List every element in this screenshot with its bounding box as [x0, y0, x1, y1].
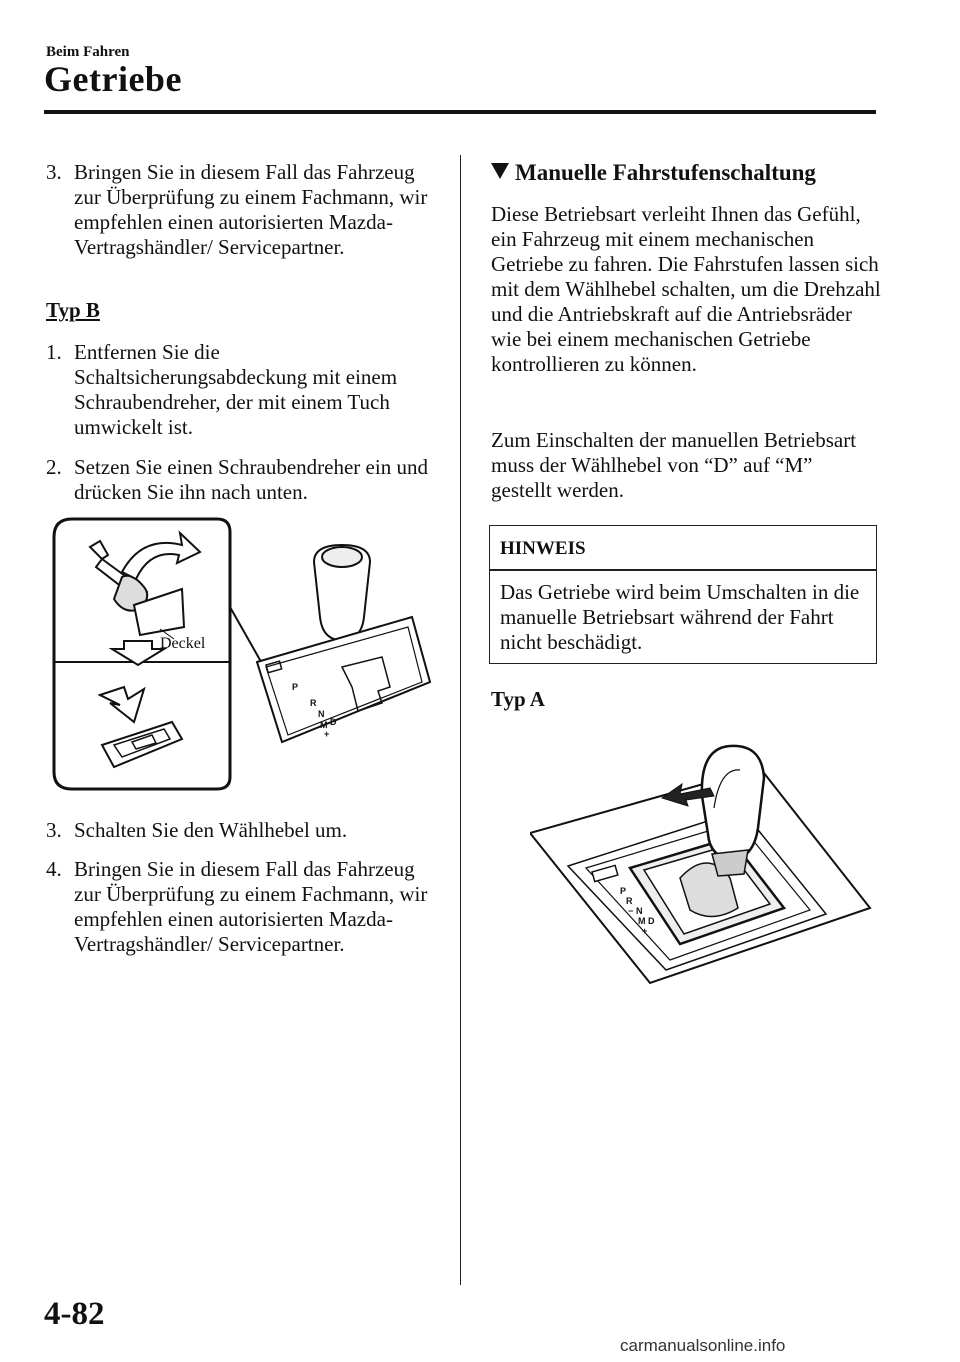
paragraph: Diese Betriebsart verleiht Ihnen das Gefühl, ein Fahrzeug mit einem mechanischen Getriebe zu fahren. Die Fahrstufen lassen sich mit dem Wählhebel schalten, um die Drehzahl und die Antriebskraft auf die Antriebsräder wie bei einem mechanischen Getriebe kontrollieren zu können. — [491, 202, 881, 376]
list-number: 3. — [46, 818, 62, 842]
gate-label-m: M — [320, 720, 328, 730]
list-number: 2. — [46, 455, 62, 479]
cover-label: Deckel — [160, 635, 206, 652]
shift-lock-figure — [52, 517, 442, 792]
manual-shift-figure — [530, 738, 880, 988]
list-text: Bringen Sie in diesem Fall das Fahrzeug zur Überprüfung zu einem Fachmann, wir empfehlen einen autorisierten Mazda-Vertragshändler/ Servicepartner. — [74, 160, 428, 259]
gate-label-plus: + — [324, 729, 330, 739]
paragraph: Zum Einschalten der manuellen Betriebsart muss der Wählhebel von “D” auf “M” gestellt werden. — [491, 428, 857, 502]
list-text: Entfernen Sie die Schaltsicherungsabdeckung mit einem Schraubendreher, der mit einem Tuch umwickelt ist. — [74, 340, 398, 439]
gate-label-minus: − — [628, 906, 634, 916]
gate-label-n: N — [636, 906, 643, 916]
list-text: Bringen Sie in diesem Fall das Fahrzeug zur Überprüfung zu einem Fachmann, wir empfehlen einen autorisierten Mazda-Vertragshändler/ Servicepartner. — [74, 857, 428, 956]
list-number: 3. — [46, 160, 62, 184]
subheading-typ-a: Typ A — [491, 687, 545, 711]
section-label: Beim Fahren — [46, 44, 130, 60]
list-text: Schalten Sie den Wählhebel um. — [74, 818, 348, 842]
list-text: Setzen Sie einen Schraubendreher ein und drücken Sie ihn nach unten. — [74, 455, 428, 504]
gate-label-r: R — [626, 896, 633, 906]
section-title — [491, 160, 816, 186]
watermark: carmanualsonline.info — [620, 1336, 786, 1355]
page-number: 4-82 — [44, 1296, 105, 1332]
gate-label-d: D — [648, 916, 655, 926]
note-text: Das Getriebe wird beim Umschalten in die manuelle Betriebsart während der Fahrt nicht beschädigt. — [500, 580, 860, 654]
triangle-bullet-icon — [491, 163, 509, 179]
gate-label-plus: + — [642, 926, 648, 936]
gate-label-m: M — [638, 916, 646, 926]
chapter-title: Getriebe — [44, 59, 182, 99]
column-divider — [460, 155, 461, 1285]
subheading-typ-b: Typ B — [46, 298, 100, 322]
gate-label-p: P — [292, 682, 299, 692]
header-rule — [44, 110, 876, 114]
list-number: 1. — [46, 340, 62, 364]
gate-label-r: R — [310, 698, 317, 708]
note-rule — [490, 569, 876, 571]
section-title-text: Manuelle Fahrstufenschaltung — [515, 160, 816, 185]
list-number: 4. — [46, 857, 62, 881]
gate-label-n: N — [318, 709, 325, 719]
gate-label-d: D — [330, 717, 337, 727]
gate-label-p: P — [620, 886, 627, 896]
note-box — [489, 525, 877, 664]
note-heading: HINWEIS — [500, 538, 586, 559]
